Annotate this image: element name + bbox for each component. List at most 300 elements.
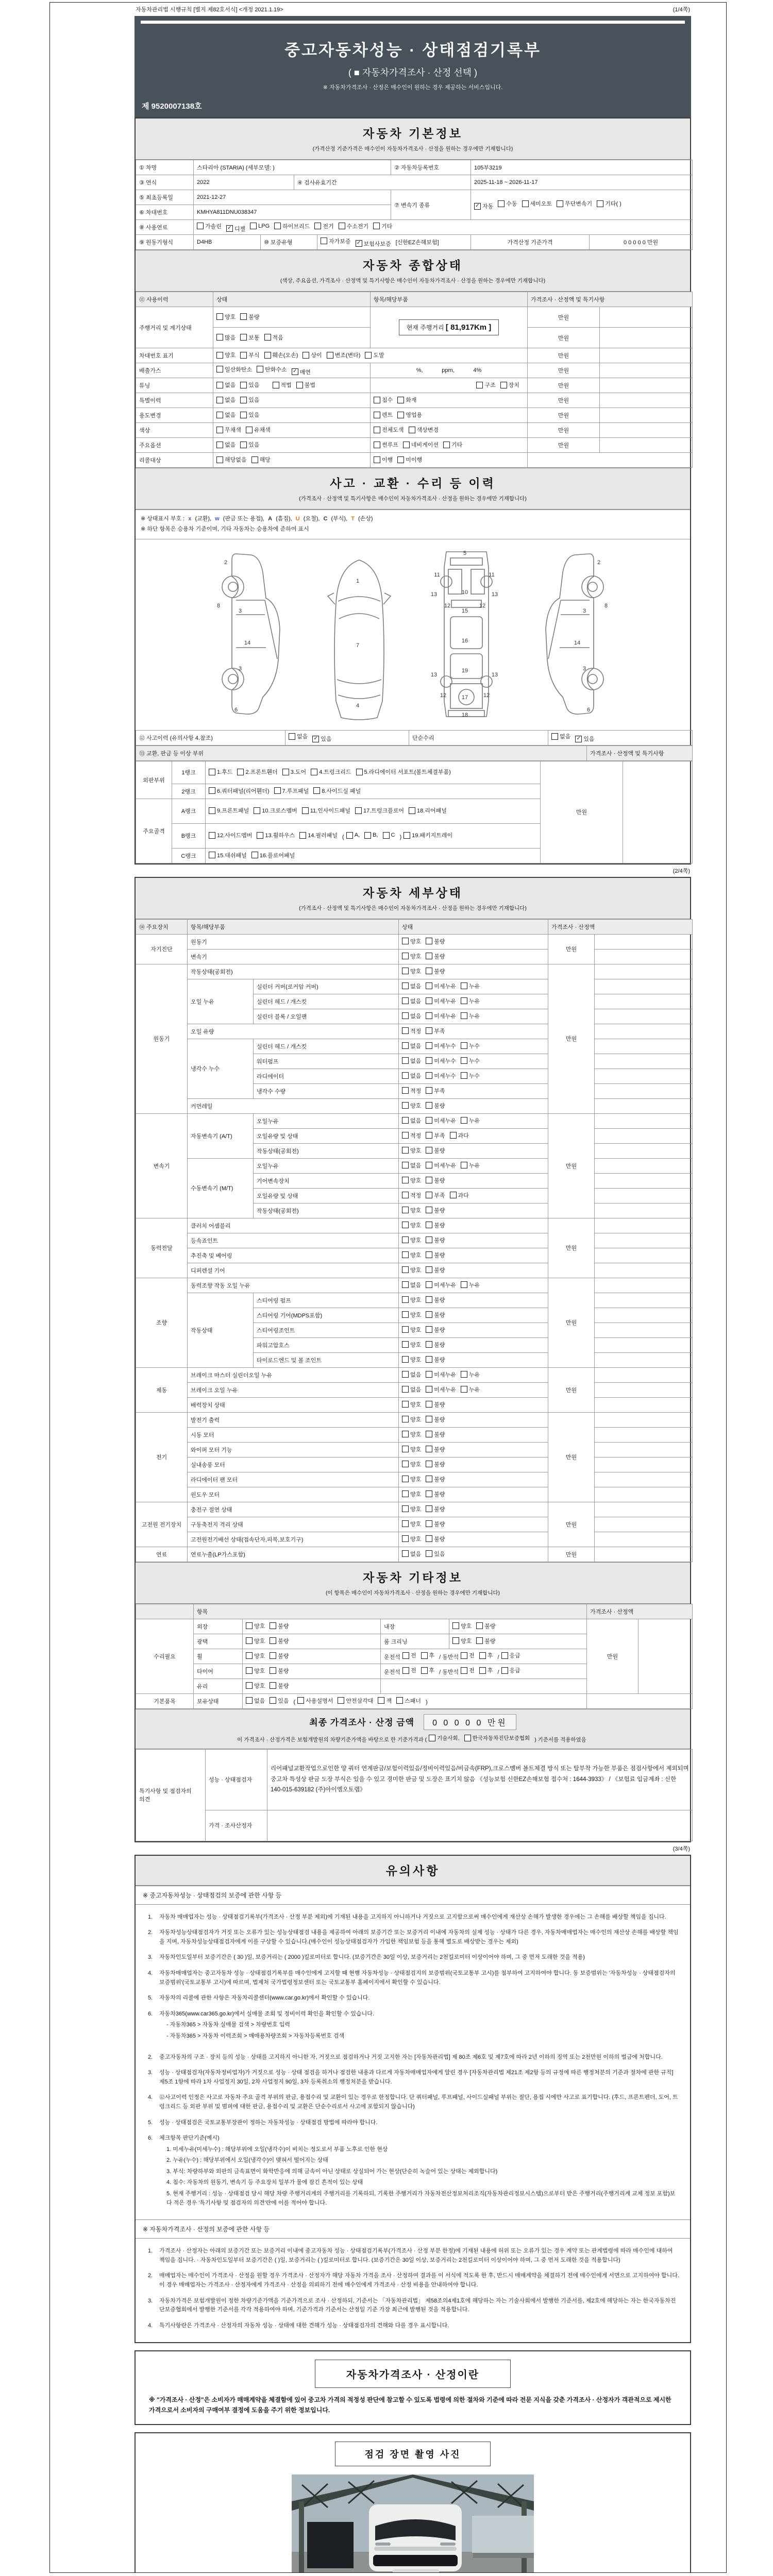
checkbox-option[interactable] [240, 313, 259, 321]
checkbox-option[interactable] [575, 735, 594, 743]
checkbox-option[interactable] [402, 1236, 421, 1244]
checkbox-option[interactable] [274, 787, 309, 795]
checkbox-option[interactable] [461, 1042, 480, 1050]
checkbox-option[interactable] [479, 1666, 493, 1674]
checkbox-option[interactable] [452, 1622, 472, 1630]
checkbox-option[interactable] [402, 1355, 421, 1364]
checkbox-label: 네비게이션 [411, 442, 439, 449]
checkbox-option[interactable] [296, 381, 315, 389]
checkbox-option[interactable] [246, 1697, 265, 1705]
checkbox-option[interactable] [299, 831, 338, 839]
notice-item-number: 6. [148, 2010, 153, 2017]
checkbox-option[interactable] [474, 202, 493, 210]
checkbox-option[interactable] [426, 1550, 445, 1558]
checkbox-option[interactable] [292, 368, 311, 376]
checkbox-option[interactable] [426, 937, 445, 945]
checkbox-option[interactable] [426, 1146, 445, 1155]
checkbox-option[interactable] [209, 831, 252, 839]
item-label: 작동상태(공회전) [254, 1203, 399, 1218]
checkbox-option[interactable] [426, 1326, 445, 1334]
checkbox-option[interactable] [374, 426, 404, 434]
checkbox-option[interactable] [402, 1251, 421, 1259]
checkbox-option[interactable] [257, 831, 295, 839]
detail-row [136, 1248, 693, 1263]
checkbox-option[interactable] [246, 426, 271, 434]
checkbox-option[interactable] [397, 411, 422, 419]
checkbox-label: 무단변속기 [565, 201, 593, 207]
checkbox-option[interactable] [314, 222, 333, 230]
checkbox-option[interactable] [312, 735, 331, 743]
checkbox-option[interactable] [426, 1520, 445, 1528]
checkbox-option[interactable] [476, 1622, 495, 1630]
checkbox-option[interactable] [402, 1520, 421, 1528]
checkbox-label: 전 [410, 1653, 416, 1659]
checkbox-option[interactable] [426, 1296, 445, 1304]
checkbox-option[interactable] [426, 1206, 445, 1214]
checkbox-option[interactable] [364, 832, 378, 839]
checkbox-icon [209, 832, 215, 839]
checkbox-option[interactable] [402, 1296, 421, 1304]
checkbox-option[interactable] [426, 1535, 445, 1543]
checkbox-option[interactable] [450, 1131, 469, 1140]
checkbox-option[interactable] [209, 768, 232, 776]
checkbox-icon [216, 456, 223, 463]
checkbox-option[interactable] [501, 1651, 520, 1659]
usage-change-options [213, 408, 371, 423]
checkbox-option[interactable] [402, 1072, 421, 1080]
checkbox-option[interactable] [426, 1430, 445, 1438]
checkbox-option[interactable] [270, 1637, 289, 1645]
checkbox-option[interactable] [402, 1370, 421, 1379]
checkbox-option[interactable] [464, 1734, 530, 1742]
notice-section [135, 1855, 691, 2344]
checkbox-option[interactable] [246, 1637, 265, 1645]
checkbox-option[interactable] [426, 1415, 445, 1423]
checkbox-option[interactable] [498, 199, 517, 208]
checkbox-option[interactable] [426, 1370, 456, 1379]
checkbox-option[interactable] [396, 1697, 421, 1705]
checkbox-option[interactable] [426, 997, 456, 1005]
checkbox-option[interactable] [426, 1176, 445, 1184]
checkbox-option[interactable] [402, 1460, 421, 1468]
diagram-part-number: 19 [461, 667, 468, 674]
checkbox-option[interactable] [311, 768, 351, 776]
checkbox-icon [270, 1652, 276, 1659]
checkbox-option[interactable] [426, 952, 445, 960]
checkbox-option[interactable] [270, 1667, 289, 1675]
checkbox-option[interactable] [402, 1475, 421, 1483]
checkbox-option[interactable] [216, 333, 236, 342]
notice-sub-item: 2. 누유(누수) : 해당부위에서 오일(냉각수)이 맺혀서 떨어지는 상태 [166, 2157, 328, 2164]
checkbox-option[interactable] [461, 1012, 480, 1020]
checkbox-option[interactable] [374, 440, 398, 449]
checkbox-option[interactable] [522, 199, 552, 208]
checkbox-icon [338, 1697, 344, 1704]
checkbox-option[interactable] [402, 1490, 421, 1498]
checkbox-option[interactable] [557, 199, 592, 208]
checkbox-option[interactable] [402, 1191, 421, 1199]
checkbox-option[interactable] [274, 222, 310, 230]
checkbox-option[interactable] [402, 1550, 421, 1558]
detail-note-cell [595, 1009, 693, 1024]
checkbox-option[interactable] [426, 1460, 445, 1468]
checkbox-option[interactable] [313, 787, 361, 795]
checkbox-option[interactable] [501, 1666, 520, 1674]
checkbox-option[interactable] [240, 411, 259, 419]
checkbox-option[interactable] [226, 225, 245, 233]
checkbox-option[interactable] [426, 1505, 445, 1513]
checkbox-option[interactable] [402, 1651, 416, 1659]
checkbox-icon [240, 313, 247, 320]
detail-note-cell [595, 979, 693, 994]
checkbox-option[interactable] [461, 1161, 480, 1170]
checkbox-option[interactable] [426, 1266, 445, 1274]
checkbox-icon [421, 1652, 428, 1659]
checkbox-option[interactable] [216, 351, 236, 359]
checkbox-icon [402, 1505, 409, 1512]
checkbox-option[interactable] [402, 1505, 421, 1513]
checkbox-option[interactable] [404, 831, 452, 839]
checkbox-option[interactable] [402, 1161, 421, 1170]
diagram-part-number: 18 [461, 711, 468, 718]
checkbox-option[interactable] [346, 832, 360, 839]
checkbox-option[interactable] [246, 1652, 265, 1660]
checkbox-icon [402, 1386, 409, 1393]
checkbox-option[interactable] [402, 952, 421, 960]
checkbox-option[interactable] [321, 237, 351, 245]
checkbox-option[interactable] [246, 1622, 265, 1630]
checkbox-option[interactable] [402, 1341, 421, 1349]
checkbox-option[interactable] [209, 787, 270, 795]
checkbox-option[interactable] [421, 1651, 435, 1659]
checkbox-option[interactable] [270, 1682, 289, 1690]
checkbox-option[interactable] [426, 982, 456, 990]
checkbox-option[interactable] [426, 1490, 445, 1498]
checkbox-option[interactable] [378, 1697, 392, 1705]
checkbox-label: 보험사보증 [363, 241, 391, 247]
checkbox-option[interactable] [402, 1042, 421, 1050]
diagram-part-number: 3 [238, 607, 242, 614]
checkbox-option[interactable] [476, 1637, 495, 1645]
checkbox-option[interactable] [452, 1637, 472, 1645]
checkbox-option[interactable] [270, 1697, 289, 1705]
checkbox-option[interactable] [426, 967, 445, 975]
checkbox-icon [373, 223, 380, 229]
checkbox-option[interactable] [426, 1400, 445, 1409]
checkbox-option[interactable] [426, 1281, 456, 1289]
page-marker-2: (2/4쪽) [673, 868, 690, 874]
rankC-label: C랭크 [172, 848, 206, 863]
checkbox-label: 미세누유 [434, 1282, 456, 1289]
checkbox-option[interactable] [500, 381, 519, 389]
status-options [399, 1218, 548, 1233]
checkbox-option[interactable] [426, 1057, 456, 1065]
checkbox-icon [402, 1490, 409, 1497]
checkbox-label: 불량 [434, 1521, 445, 1528]
item-label: 구동축전지 격리 상태 [188, 1517, 399, 1532]
checkbox-option[interactable] [246, 1667, 265, 1675]
checkbox-option[interactable] [402, 1326, 421, 1334]
checkbox-option[interactable] [429, 1734, 460, 1742]
mileage-label: 주행거리 및 계기상태 [136, 307, 213, 348]
checkbox-option[interactable] [402, 1311, 421, 1319]
checkbox-label: 과다 [458, 1132, 469, 1139]
checkbox-option[interactable] [374, 455, 393, 464]
checkbox-option[interactable] [402, 937, 421, 945]
checkbox-option[interactable] [282, 768, 306, 776]
checkbox-option[interactable] [402, 1057, 421, 1065]
checkbox-option[interactable] [383, 832, 395, 839]
checkbox-option[interactable] [426, 1072, 456, 1080]
notice-item [148, 2093, 680, 2111]
status-options [399, 1158, 548, 1173]
checkbox-option[interactable] [240, 440, 259, 449]
special-history-kind-options [371, 393, 528, 408]
cleaning-label: 룸 크리닝 [381, 1634, 449, 1649]
checkbox-option[interactable] [426, 1385, 456, 1394]
checkbox-option[interactable] [402, 1146, 421, 1155]
checkbox-icon [402, 1102, 409, 1109]
checkbox-option[interactable] [365, 351, 384, 359]
checkbox-option[interactable] [551, 732, 570, 740]
car-diagram-top [321, 547, 398, 722]
checkbox-option[interactable] [397, 396, 416, 404]
checkbox-option[interactable] [426, 1236, 445, 1244]
checkbox-option[interactable] [402, 1430, 421, 1438]
checkbox-option[interactable] [273, 381, 292, 389]
item-label: 충전구 절연 상태 [188, 1502, 399, 1517]
checkbox-option[interactable] [426, 1191, 445, 1199]
diagram-part-number: 3 [582, 607, 586, 614]
checkbox-label: 색상변경 [416, 427, 439, 434]
checkbox-option[interactable] [246, 1682, 265, 1690]
checkbox-option[interactable] [216, 455, 247, 464]
diagram-part-number: 8 [216, 602, 221, 609]
checkbox-option[interactable] [450, 1191, 469, 1199]
checkbox-option[interactable] [402, 1206, 421, 1214]
notice-item [148, 2297, 680, 2315]
checkbox-option[interactable] [421, 1666, 435, 1674]
checkbox-option[interactable] [426, 1101, 445, 1110]
vin-label: ⑥ 차대번호 [136, 205, 194, 220]
panel-section-label: ⑬ 교환, 판금 등 이상 부위 [136, 745, 587, 760]
checkbox-option[interactable] [251, 455, 271, 464]
checkbox-option[interactable] [402, 1027, 421, 1035]
detail-row [136, 1039, 693, 1054]
item-label: 스티어링 펌프 [254, 1293, 399, 1308]
checkbox-option[interactable] [270, 1622, 289, 1630]
checkbox-option[interactable] [461, 1057, 480, 1065]
checkbox-option[interactable] [264, 351, 298, 359]
checkbox-icon [397, 397, 404, 403]
checkbox-option[interactable] [403, 440, 439, 449]
item-label: 실린더 블록 / 오일팬 [254, 1009, 399, 1024]
checkbox-option[interactable] [426, 1221, 445, 1229]
checkbox-option[interactable] [302, 806, 350, 815]
checkbox-option[interactable] [402, 1131, 421, 1140]
main-option-label: 주요옵션 [136, 438, 213, 453]
checkbox-option[interactable] [402, 1415, 421, 1423]
checkbox-option[interactable] [402, 1087, 421, 1095]
checkbox-label: 전체도색 [382, 427, 404, 434]
basic-info-table [136, 160, 693, 250]
checkbox-option[interactable] [461, 1385, 480, 1394]
mileage-item-cell [371, 307, 528, 348]
checkbox-option[interactable] [402, 1666, 416, 1674]
checkbox-option[interactable] [237, 768, 277, 776]
item-label: 라디에이터 [254, 1069, 399, 1083]
usage-change-kind-options [371, 408, 528, 423]
checkbox-option[interactable] [257, 365, 287, 374]
checkbox-option[interactable] [426, 1131, 445, 1140]
checkbox-label: 불량 [434, 1431, 445, 1438]
detail-note-cell [595, 1113, 693, 1128]
checkbox-option[interactable] [402, 1445, 421, 1453]
notice-item-text: 자동차 매매업자는 성능 · 상태점검기록부(가격조사 · 산정 부분 제외)에 기재된 내용을 고지하지 아니하거나 거짓으로 고지함으로써 매수인에게 재산상 손해가 발생한 경우에는 그 손해를 배상할 책임을 집니다. [159, 1913, 666, 1920]
document-page [49, 2, 727, 2573]
checkbox-option[interactable] [402, 997, 421, 1005]
checkbox-option[interactable] [216, 381, 236, 389]
checkbox-option[interactable] [426, 1116, 456, 1125]
checkbox-option[interactable] [461, 1116, 480, 1125]
checkbox-option[interactable] [240, 333, 259, 342]
diagram-part-number: 6 [234, 706, 238, 713]
checkbox-option[interactable] [426, 1087, 445, 1095]
checkbox-option[interactable] [297, 1697, 333, 1705]
checkbox-option[interactable] [197, 222, 222, 230]
checkbox-option[interactable] [426, 1012, 456, 1020]
price-cell: 만원 [528, 348, 600, 363]
detail-price-cell: 만원 [548, 1412, 595, 1502]
reg-no-label: ② 자동차등록번호 [391, 160, 471, 175]
checkbox-option[interactable] [461, 997, 480, 1005]
checkbox-icon [452, 1622, 459, 1629]
checkbox-option[interactable] [338, 1697, 373, 1705]
detail-note-cell [595, 1382, 693, 1397]
checkbox-label: 양호 [410, 1147, 422, 1154]
checkbox-option[interactable] [461, 1666, 475, 1674]
checkbox-option[interactable] [240, 396, 259, 404]
photo-section [135, 2432, 691, 2573]
checkbox-option[interactable] [339, 222, 369, 230]
inspection-photos [136, 2466, 690, 2573]
checkbox-icon [216, 412, 223, 418]
option-text: A [268, 516, 273, 522]
checkbox-option[interactable] [270, 1652, 289, 1660]
recall-note-cell [528, 453, 693, 468]
checkbox-option[interactable] [402, 1385, 421, 1394]
checkbox-option[interactable] [402, 1101, 421, 1110]
checkbox-icon [461, 1652, 467, 1659]
checkbox-option[interactable] [402, 967, 421, 975]
checkbox-option[interactable] [476, 381, 495, 389]
checkbox-option[interactable] [216, 426, 241, 434]
checkbox-icon [246, 1697, 253, 1704]
item-label: 고전원전기배선 상태(접속단자,피복,보호기구) [188, 1532, 399, 1547]
checkbox-option[interactable] [251, 851, 295, 859]
checkbox-option[interactable] [374, 411, 393, 419]
checkbox-option[interactable] [426, 1042, 456, 1050]
checkbox-option[interactable] [426, 1341, 445, 1349]
checkbox-option[interactable] [402, 1176, 421, 1184]
checkbox-option[interactable] [397, 455, 422, 464]
checkbox-option[interactable] [264, 333, 283, 342]
checkbox-option[interactable] [356, 768, 451, 776]
checkbox-option[interactable] [374, 396, 393, 404]
checkbox-option[interactable] [402, 1012, 421, 1020]
checkbox-option[interactable] [402, 1400, 421, 1409]
status-options [399, 1188, 548, 1203]
accident-history-table [136, 730, 693, 745]
checkbox-option[interactable] [426, 1475, 445, 1483]
checkbox-option[interactable] [426, 1445, 445, 1453]
checkbox-option[interactable] [461, 1370, 480, 1379]
checkbox-option[interactable] [216, 313, 236, 321]
accident-subtitle: (가격조사 · 산정액 및 특기사항은 매수인이 자동차가격조사 · 산정을 원하는 경우에만 기재합니다) [299, 496, 527, 502]
checkbox-option[interactable] [426, 1161, 456, 1170]
note-cell [600, 438, 693, 453]
checkbox-option[interactable] [327, 351, 361, 359]
checkbox-option[interactable] [216, 365, 252, 374]
checkbox-label: 후 [487, 1653, 493, 1659]
checkbox-option[interactable] [373, 222, 392, 230]
checkbox-option[interactable] [254, 806, 297, 815]
checkbox-option[interactable] [402, 1116, 421, 1125]
checkbox-option[interactable] [461, 1072, 480, 1080]
checkbox-option[interactable] [216, 411, 236, 419]
checkbox-option[interactable] [426, 1027, 445, 1035]
checkbox-option[interactable] [303, 351, 322, 359]
checkbox-option[interactable] [461, 1281, 480, 1289]
checkbox-option[interactable] [443, 440, 462, 449]
checkbox-label: 무채색 [225, 427, 241, 434]
checkbox-option[interactable] [461, 982, 480, 990]
checkbox-option[interactable] [356, 240, 391, 248]
checkbox-icon [264, 352, 271, 359]
checkbox-label: 양호 [254, 1668, 265, 1674]
checkbox-option[interactable] [216, 440, 236, 449]
checkbox-option[interactable] [209, 851, 247, 859]
checkbox-option[interactable] [402, 1221, 421, 1229]
checkbox-option[interactable] [402, 982, 421, 990]
checkbox-label: 15.대쉬패널 [217, 852, 247, 859]
checkbox-option[interactable] [240, 351, 259, 359]
checkbox-option[interactable] [216, 396, 236, 404]
checkbox-icon [246, 1652, 253, 1659]
checkbox-option[interactable] [479, 1651, 493, 1659]
emission-options [213, 363, 371, 378]
checkbox-option[interactable] [402, 1281, 421, 1289]
checkbox-option[interactable] [426, 1355, 445, 1364]
checkbox-option[interactable] [289, 732, 308, 740]
detail-note-cell [595, 1248, 693, 1263]
checkbox-option[interactable] [209, 806, 249, 815]
checkbox-option[interactable] [250, 223, 270, 229]
checkbox-option[interactable] [402, 1266, 421, 1274]
checkbox-option[interactable] [409, 426, 439, 434]
checkbox-option[interactable] [240, 381, 259, 389]
checkbox-option[interactable] [426, 1311, 445, 1319]
checkbox-option[interactable] [461, 1651, 475, 1659]
checkbox-option[interactable] [597, 199, 621, 208]
checkbox-option[interactable] [409, 806, 447, 815]
checkbox-label: 디젤 [234, 226, 246, 232]
checkbox-option[interactable] [402, 1535, 421, 1543]
checkbox-option[interactable] [355, 806, 404, 815]
status-options [399, 1547, 548, 1562]
valid-value: 2025-11-18 ~ 2026-11-17 [471, 175, 693, 190]
checkbox-option[interactable] [426, 1251, 445, 1259]
